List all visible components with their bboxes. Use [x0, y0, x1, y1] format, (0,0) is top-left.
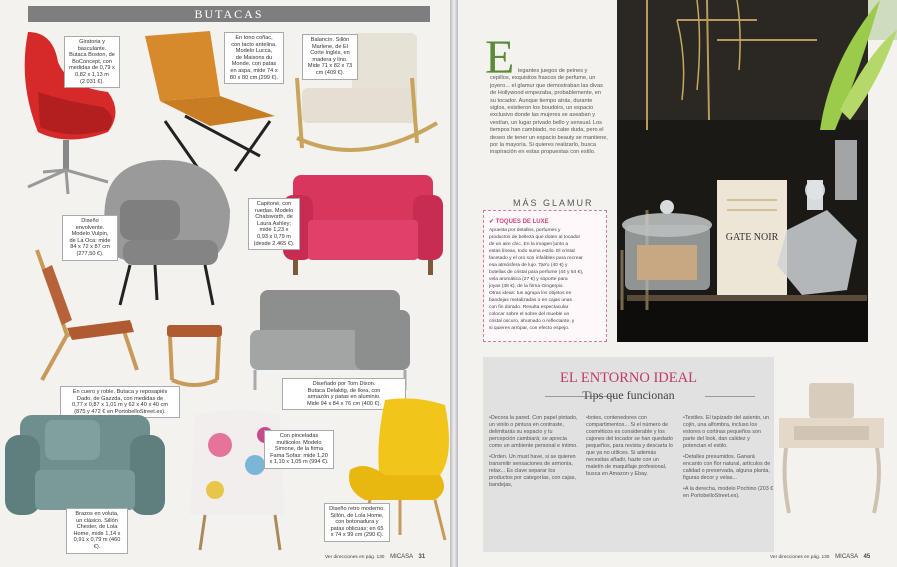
toques-title: ✔ TOQUES DE LUXE: [489, 219, 549, 225]
section-title: BUTACAS: [28, 6, 430, 22]
mas-glamur-title: MÁS GLAMUR: [510, 198, 597, 208]
caption-simone: Con pinceladas multicolor. Modelo Simone, de la firma Fama Sofas: mide 1,20 x 1,10 x 1,05 m (994 €).: [264, 430, 334, 469]
caption-vulpin: Diseño envolvente. Modelo Vulpin, de La Oca: mide 84 x 72 x 87 cm (277,50 €).: [62, 215, 118, 261]
tips-heading: Tips que funcionan: [582, 388, 675, 402]
drop-cap: E: [485, 31, 515, 84]
tips-column-1: • Decora la pared. Con papel pintado, un vinilo o pintura en contraste, delimitarás su espacio y tu percepción cambiará; se aprecia como un ambiente personal e íntimo. • Orden. Un must have, si se quieren transmitir sensaciones de armonía, relax... Es clave separar los productos por categorías, con cajas, bandejas,: [489, 415, 580, 493]
caption-boston: Giratoria y basculante. Butaca Boston, de BoConcept, con medidas de 0,79 x 0,82 x 1,13 m (2.031 €).: [64, 36, 120, 88]
tips-column-3: • Textiles. El tapizado del asiento, un cojín, una alfombra, incluso los estores o cortinas pequeños son parte del look, dan calidez y potencian el estilo. • Detalles presumidos. Ganará encanto con flor natural, artículos de calidad o preservada, alguna planta, figuras decor y velas... • A la derecha, modelo Pochino (203 € en PortobelloStreet.es).: [683, 415, 774, 504]
page-gutter: [450, 0, 458, 567]
plant-leaves: [800, 0, 897, 130]
caption-marlene: Balancín. Sillón Marlene, de El Corte Inglés, en madera y lino. Mide 71 x 82 x 73 cm (409 €).: [302, 34, 358, 80]
intro-text: legantes juegos de peines y cepillos, exquisitos frascos de perfume, un joyero... el glamur que demostraban las divas de Hollywood empezaba, probablemente, en su tocador. Aunque tiempo atrás, durante siglos, existieron los boudoirs, un espacio exclusivo donde las mujeres se aseaban y vestían, un lugar privado bello y sensual. Los tiempos han cambiado, no cabe duda, pero el deseo de tener un espacio beauty se mantiene, por la mayoría. Si quieres realizarlo, busca inspiración en estas propuestas con estilo.: [490, 68, 608, 156]
tips-line-right: [705, 396, 755, 397]
chair-dado-image: [22, 240, 242, 390]
chair-simone-image: [170, 405, 310, 555]
caption-delaktig: Diseñado por Tom Dixon. Butaca Delaktig, de Ikea, con armazón y patas en aluminio. Mide 94 x 84 x 76 cm (400 €).: [282, 378, 406, 410]
tips-column-2: • botes, contenedores con compartimentos... Si el número de cosméticos es considerable y los cajones del tocador se han quedado pequeños, para revista y descarta lo que ya no utilices. Si además necesitas añadir, hazte con un maletín de maquillaje profesional, busca en Amazon y Ebay.: [586, 415, 677, 482]
caption-chester: Brazos en voluta, un clásico. Sillón Chester, de Lola Home, mide 1,14 x 0,91 x 0,79 m (460 €).: [66, 508, 128, 554]
footer-right: Ver direcciones en pág. 130 MICASA 45: [770, 554, 871, 560]
caption-retro: Diseño retro moderno. Sillón, de Lola Home, con botonadura y patas oblicuas; en 65 x 74 x 99 cm (290 €).: [324, 503, 390, 542]
footer-left: Ver direcciones en pág. 130 MICASA 31: [325, 554, 426, 560]
entorno-heading: EL ENTORNO IDEAL: [560, 370, 697, 386]
caption-lucca: En tono coñac, con tacto antelina. Modelo Lucca, de Maisons du Monde, con patas en aspa, mide 74 x 80 x 80 cm (299 €).: [224, 32, 284, 84]
candle-label: GATE NOIR: [725, 232, 779, 243]
vanity-table-image: [774, 378, 889, 518]
chair-chatsworth-image: [278, 170, 448, 280]
caption-chatsworth: Capitoné, con ruedas. Modelo Chatsworth, de Laura Ashley; mide 1,23 x 0,93 x 0,79 m (desde 2.465 €).: [248, 198, 300, 250]
caption-dado: En cuero y roble. Butaca y reposapiés Dado, de Gazzda, con medidas de 0,77 x 0,87 x 1,01 m y 62 x 40 x 40 cm (875 y 472 € en PortobelloStreet.es).: [60, 386, 180, 418]
toques-text: Apuesta por detalles, perfumes y productos de belleza que doten al tocador de un aire chic. En la imagen junto a estas líneas, todo suma estilo. El cristal facetado y el oro son infalibles para recrear esa atmósfera de lujo. Tarro (40 €) y botellas de cristal para perfume (44 y 54 €), vela aromática (27 €) y soporte para joyas (38 €), de la firma Gingerpix. Otras ideas: tus agrupa los objetos en bandejas metalizadas o en cajas unas con fin dorado. Resulta espectacular colocar sobre el sobre del mueble un cristal oscuro, ahumado o reflectante, y si quieres arropar, con efecto espejo.: [489, 228, 584, 331]
